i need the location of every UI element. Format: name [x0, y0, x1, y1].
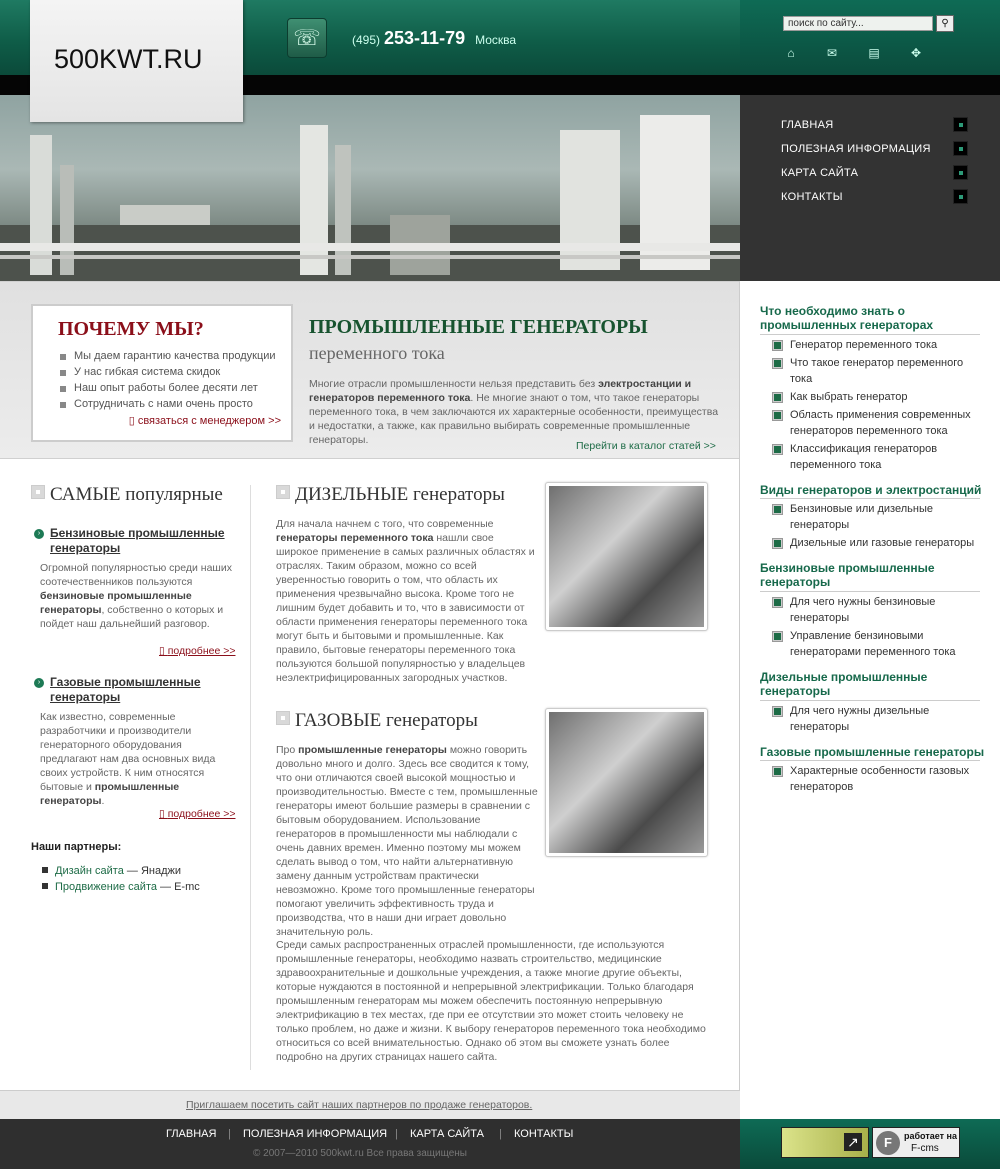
diesel-generator-photo	[545, 482, 708, 631]
sidebar-item[interactable]: Генератор переменного тока	[790, 337, 980, 353]
text-bold: промышленные генераторы	[40, 781, 180, 807]
fcms-badge[interactable]	[872, 1127, 960, 1158]
arrow-icon: ↗	[844, 1133, 862, 1151]
site-logo[interactable]	[30, 0, 243, 122]
nav-item-home[interactable]: ГЛАВНАЯ	[781, 119, 834, 131]
text-bold: бензиновые промышленные генераторы	[40, 590, 192, 616]
gas-section-title	[276, 710, 478, 732]
intro-text-part: Многие отрасли промышленности нельзя представить без	[309, 378, 599, 390]
why-us-box	[31, 304, 293, 442]
intro-text-part: . Не многие знают о том, что такое генераторы переменного тока, в чем заключаются их характерные особенности, преимущества и недостатки, а также, как правильно выбирать современные промышленные генераторы.	[309, 392, 719, 446]
sidebar-item[interactable]: Для чего нужны дизельные генераторы	[790, 703, 980, 735]
contact-manager-link[interactable]	[129, 414, 281, 427]
text-part: , собственно о которых и пойдет наш дальнейший разговор.	[40, 604, 224, 630]
intro-text-bold: электростанции и генераторов переменного тока	[309, 378, 692, 404]
divider	[760, 760, 980, 761]
text-bold: генераторы переменного тока	[276, 532, 434, 544]
arrow-circle-icon: ›	[34, 678, 44, 688]
text-part: Про	[276, 744, 299, 756]
page-icon: ▯	[159, 645, 168, 657]
sidebar-item[interactable]: Характерные особенности газовых генераторов	[790, 763, 980, 795]
sidebar-item[interactable]: Для чего нужны бензиновые генераторы	[790, 594, 980, 626]
nav-item-useful-info[interactable]: ПОЛЕЗНАЯ ИНФОРМАЦИЯ	[781, 143, 931, 155]
industrial-plant-image	[0, 95, 740, 281]
sidebar-group-title[interactable]: Бензиновые промышленные генераторы	[760, 561, 935, 589]
nav-item-sitemap[interactable]: КАРТА САЙТА	[781, 167, 859, 179]
sidebar-group-title[interactable]: Что необходимо знать о промышленных генераторах	[760, 304, 934, 332]
sidebar-item[interactable]: Что такое генератор переменного тока	[790, 355, 980, 387]
popular-title-text: САМЫЕ популярные	[50, 484, 223, 505]
contact-manager-label[interactable]: связаться с менеджером >>	[137, 415, 281, 427]
footer-right-panel	[740, 1119, 1000, 1169]
badge-text: F-cms	[911, 1143, 939, 1154]
more-link[interactable]	[159, 645, 235, 657]
arrow-circle-icon: ›	[34, 529, 44, 539]
badge-text: работает на	[904, 1131, 957, 1141]
phone-number: 253-11-79	[384, 28, 466, 48]
page-subtitle: переменного тока	[309, 343, 445, 363]
counter-badge[interactable]	[781, 1127, 869, 1158]
partner-name: — Янаджи	[123, 865, 181, 877]
search-input[interactable]	[783, 16, 933, 31]
photo-image	[549, 712, 704, 853]
top-navigation	[740, 95, 1000, 281]
square-bullet-icon	[31, 485, 45, 499]
footer-nav-home[interactable]: ГЛАВНАЯ	[166, 1128, 217, 1140]
diesel-section-title	[276, 484, 505, 506]
more-label[interactable]: подробнее >>	[167, 645, 236, 657]
list-item: Мы даем гарантию качества продукции	[58, 350, 276, 366]
popular-section-title	[31, 484, 223, 506]
logo-text[interactable]: 500KWT.RU	[54, 44, 203, 74]
partner-name: — E-mc	[156, 881, 200, 893]
city-label: Москва	[475, 33, 517, 47]
header-right-panel	[740, 0, 1000, 75]
page-title: ПРОМЫШЛЕННЫЕ ГЕНЕРАТОРЫ	[309, 316, 648, 338]
photo-image	[549, 486, 704, 627]
catalog-link[interactable]: Перейти в каталог статей >>	[576, 440, 716, 452]
search-button[interactable]	[936, 15, 954, 32]
divider	[760, 700, 980, 701]
popular-item-title[interactable]: Бензиновые промышленные генераторы	[50, 526, 225, 555]
sitemap-icon[interactable]: ✥	[910, 46, 922, 60]
divider	[760, 591, 980, 592]
footer-nav-sitemap[interactable]: КАРТА САЙТА	[410, 1128, 484, 1140]
list-item: У нас гибкая система скидок	[58, 366, 276, 382]
square-bullet-icon	[276, 711, 290, 725]
partners-invite-bar	[0, 1090, 740, 1119]
why-us-list	[58, 350, 276, 414]
mail-icon[interactable]: ✉	[826, 46, 838, 60]
nav-square-icon	[953, 117, 968, 132]
sidebar-group-title[interactable]: Газовые промышленные генераторы	[760, 745, 985, 759]
footer-nav-contacts[interactable]: КОНТАКТЫ	[514, 1128, 574, 1140]
sidebar-item[interactable]: Дизельные или газовые генераторы	[790, 535, 980, 551]
partner-item	[42, 881, 200, 893]
gas-text-2: Среди самых распространенных отраслей промышленности, где используются промышленные генераторы, необходимо назвать строительство, медицинские здравоохранительные и дошкольные учреждения, а также многие другие объекты, которые нуждаются в постоянной и непрерывной электрификации. Только благодаря промышленным генераторам мы можем обеспечить постоянную непрерывную электрификацию в тех местах, где при ее отсутствии это может стоить человеку не только проблем, но даже и жизни. К выбору генераторов переменного тока необходимо относиться со всей внимательностью. Однако об этом вы сможете узнать более подробно на других страницах нашего сайта.	[276, 939, 706, 1063]
partner-link[interactable]: Дизайн сайта	[55, 865, 124, 877]
sidebar-item[interactable]: Бензиновые или дизельные генераторы	[790, 501, 980, 533]
footer-nav-useful-info[interactable]: ПОЛЕЗНАЯ ИНФОРМАЦИЯ	[243, 1128, 388, 1140]
popular-item-title[interactable]: Газовые промышленные генераторы	[50, 675, 201, 704]
sidebar-group-title[interactable]: Дизельные промышленные генераторы	[760, 670, 928, 698]
text-part: нашли свое широкое применение в самых различных областях и отраслях. Таким образом, можно со всей уверенностью говорить о том, что область их применения чрезвычайно высока. Кроме того не лишним будет добавить и то, что в зависимости от области применения генераторы переменного тока могут быть и бытовыми и промышленные. Как правило, бытовые генераторы переменного тока пользуются большой популярностью у владельцев неэлектрифицированных загородных участков.	[276, 532, 535, 684]
list-item: Наш опыт работы более десяти лет	[58, 382, 276, 398]
square-bullet-icon	[276, 485, 290, 499]
more-label[interactable]: подробнее >>	[167, 808, 236, 820]
popular-item-text	[40, 561, 240, 631]
footer-separator: |	[395, 1128, 398, 1140]
hero-banner	[0, 95, 740, 281]
nav-item-contacts[interactable]: КОНТАКТЫ	[781, 191, 843, 203]
search-icon: ⚲	[941, 18, 949, 29]
footer-separator: |	[499, 1128, 502, 1140]
page-icon: ▯	[159, 808, 168, 820]
gas-title-text: ГАЗОВЫЕ генераторы	[295, 710, 478, 731]
sidebar-item[interactable]: Классификация генераторов переменного тока	[790, 441, 980, 473]
document-icon[interactable]: ▤	[868, 46, 880, 60]
partner-item	[42, 865, 181, 877]
sidebar-item[interactable]: Область применения современных генераторов переменного тока	[790, 407, 980, 439]
phone-code: (495)	[352, 33, 381, 47]
more-link[interactable]	[159, 808, 235, 820]
divider	[760, 498, 980, 499]
divider	[760, 334, 980, 335]
footer	[0, 1119, 740, 1169]
fcms-logo-icon: F	[876, 1131, 900, 1155]
popular-item-text	[40, 710, 240, 808]
text-part: Как известно, современные разработчики и производители генераторного оборудования предлагают нам два основных вида своих устройств. К ним относятся бытовые и	[40, 711, 216, 793]
column-divider	[250, 485, 251, 1070]
text-part: Огромной популярностью среди наших соотечественников пользуются	[40, 562, 232, 588]
nav-square-icon	[953, 141, 968, 156]
page-icon: ▯	[128, 415, 138, 427]
text-part: .	[101, 795, 105, 807]
sidebar-divider	[739, 281, 740, 1119]
nav-square-icon	[953, 165, 968, 180]
text-part: можно говорить довольно много и долго. Здесь все сводится к тому, что они отличаются своей высокой мощностью и производительностью. Вместе с тем, промышленные генераторы имеют большие размеры в сравнении с бытовым оборудованием. Использование генераторов в промышленности мы наблюдали с очень давних времен. Именно поэтому мы можем сделать вывод о том, что найти альтернативную замену данным устройствам практически невозможно. Кроме того промышленные генераторы помогают увеличить эффективность труда и производства, что в наши дни играет довольно значительную роль.	[276, 744, 538, 938]
phone-block	[352, 28, 516, 49]
partner-link[interactable]: Продвижение сайта	[55, 881, 157, 893]
text-part: Для начала начнем с того, что современные	[276, 518, 494, 530]
copyright: © 2007—2010 500kwt.ru Все права защищены	[253, 1148, 467, 1159]
nav-square-icon	[953, 189, 968, 204]
intro-text	[309, 377, 721, 447]
phone-icon: ☏	[287, 18, 327, 58]
sidebar-group-title[interactable]: Виды генераторов и электростанций	[760, 483, 982, 497]
list-item: Сотрудничать с нами очень просто	[58, 398, 276, 414]
footer-separator: |	[228, 1128, 231, 1140]
diesel-text	[276, 517, 538, 685]
gas-text	[276, 743, 538, 939]
sidebar-item[interactable]: Управление бензиновыми генераторами переменного тока	[790, 628, 980, 660]
partners-invite-link[interactable]: Приглашаем посетить сайт наших партнеров по продаже генераторов.	[186, 1099, 533, 1111]
text-bold: промышленные генераторы	[298, 744, 447, 756]
sidebar-item[interactable]: Как выбрать генератор	[790, 389, 980, 405]
why-us-title: ПОЧЕМУ МЫ?	[58, 318, 204, 340]
partners-title: Наши партнеры:	[31, 841, 122, 853]
home-icon[interactable]: ⌂	[787, 46, 795, 60]
gas-generator-photo	[545, 708, 708, 857]
diesel-title-text: ДИЗЕЛЬНЫЕ генераторы	[295, 484, 505, 505]
